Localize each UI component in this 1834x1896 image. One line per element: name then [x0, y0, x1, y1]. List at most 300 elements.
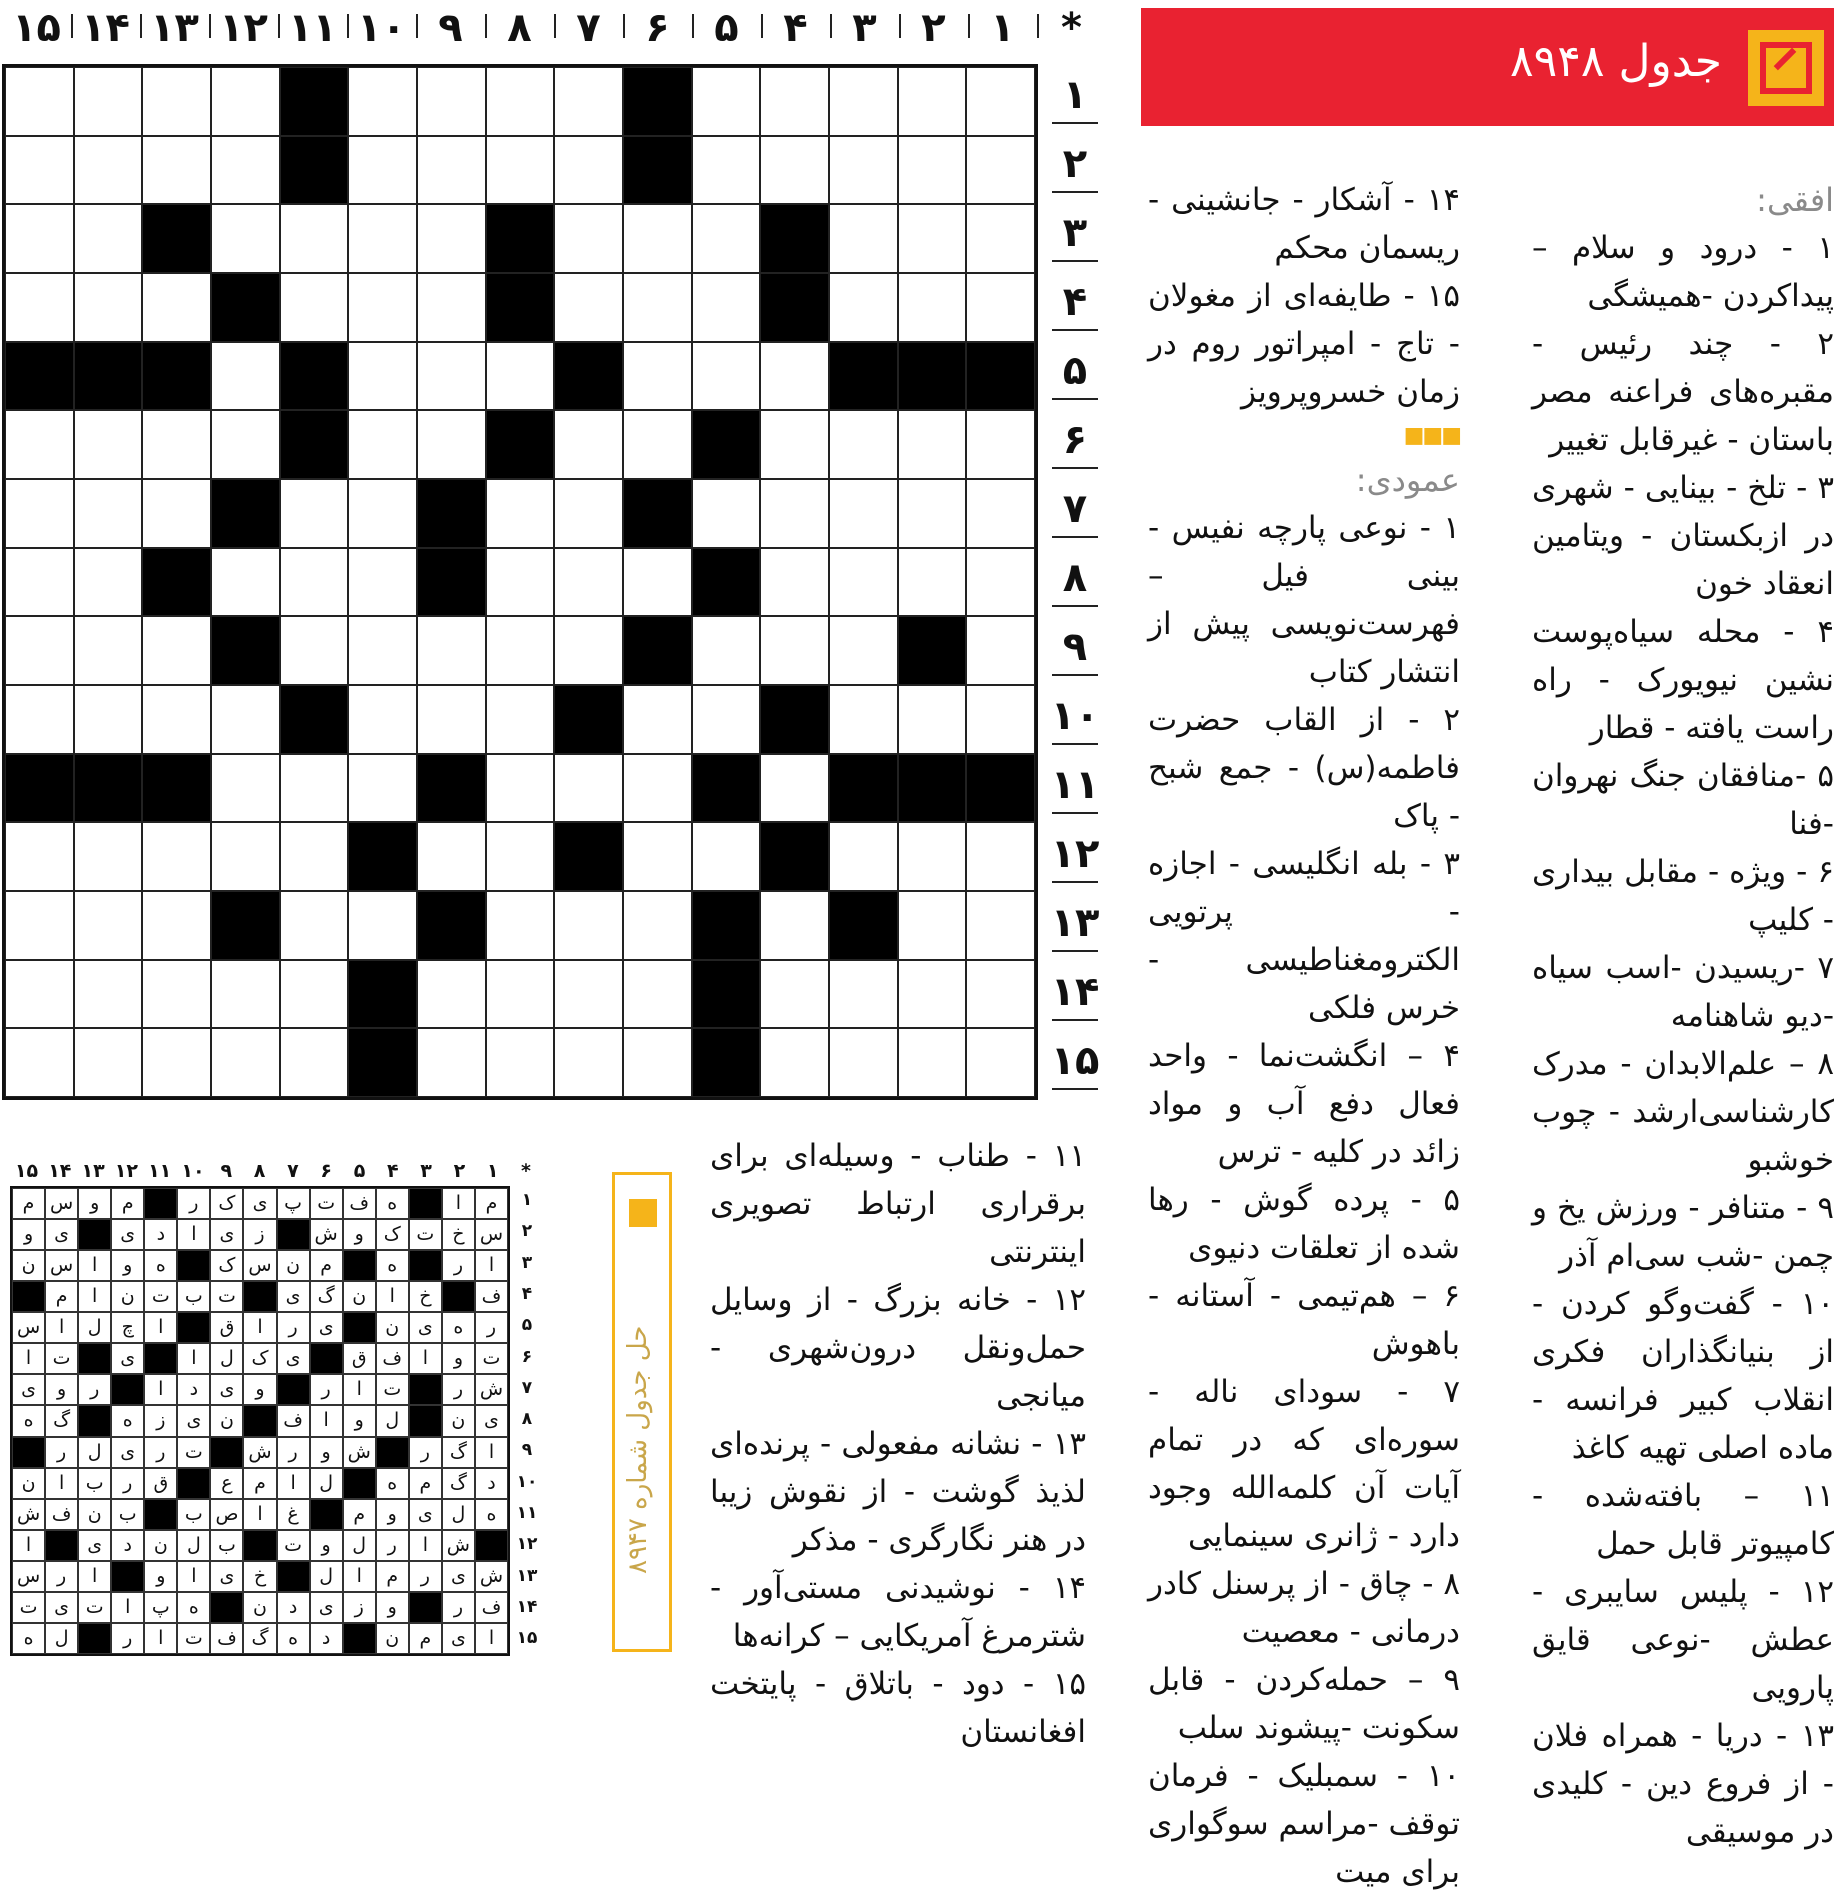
solution-cell: ی	[310, 1312, 343, 1343]
black-cell	[554, 822, 623, 891]
solution-cell: ق	[144, 1468, 177, 1499]
clue: ۱ - درود و سلام – پیداکردن -همیشگی	[1532, 230, 1834, 314]
solution-black-cell	[442, 1281, 475, 1312]
clue: ۴ - محله سیاه‌پوست نشین نیویورک - راه راست یافته - قطار	[1532, 614, 1834, 746]
solution-cell: م	[409, 1468, 442, 1499]
solution-cell: ی	[111, 1343, 144, 1374]
column-number: ۱۵	[12, 5, 61, 51]
solution-title: حل جدول شماره ۸۹۴۷	[623, 1325, 653, 1575]
solution-cell: ا	[78, 1561, 111, 1592]
solution-row-number: ۱۵	[516, 1628, 538, 1649]
solution-cell: ش	[243, 1437, 276, 1468]
white-cell	[74, 273, 143, 342]
row-number: ۱۵	[1040, 1038, 1110, 1084]
solution-cell: ص	[210, 1499, 243, 1530]
white-cell	[692, 67, 761, 136]
solution-cell: پ	[277, 1188, 310, 1219]
crossword-grid	[2, 64, 1038, 1100]
row-number: ۱	[1040, 72, 1110, 118]
white-cell	[898, 479, 967, 548]
solution-column-number: ۷	[287, 1160, 299, 1182]
solution-cell: ت	[12, 1592, 45, 1623]
solution-grid	[10, 1186, 510, 1656]
solution-cell: چ	[111, 1312, 144, 1343]
black-cell	[142, 548, 211, 617]
white-cell	[966, 822, 1035, 891]
white-cell	[623, 273, 692, 342]
white-cell	[348, 891, 417, 960]
black-cell	[554, 342, 623, 411]
solution-cell: ا	[409, 1530, 442, 1561]
solution-cell: ه	[144, 1250, 177, 1281]
solution-cell: م	[45, 1281, 78, 1312]
solution-cell: غ	[277, 1499, 310, 1530]
solution-cell: ا	[144, 1312, 177, 1343]
white-cell	[623, 1028, 692, 1097]
white-cell	[417, 67, 486, 136]
solution-black-cell	[78, 1623, 111, 1654]
white-cell	[760, 616, 829, 685]
white-cell	[142, 410, 211, 479]
white-cell	[760, 891, 829, 960]
black-cell	[760, 273, 829, 342]
solution-black-cell	[111, 1374, 144, 1405]
solution-cell: ه	[475, 1499, 508, 1530]
white-cell	[966, 1028, 1035, 1097]
solution-black-cell	[409, 1405, 442, 1436]
column-number: ۱۴	[81, 5, 130, 51]
clue: ۷ - سودای ناله - سوره‌ای که در تمام آیات آن کلمه‌الله وجود دارد - ژانری سینمایی	[1148, 1374, 1460, 1554]
solution-cell: ر	[111, 1468, 144, 1499]
white-cell	[829, 1028, 898, 1097]
solution-cell: ی	[45, 1592, 78, 1623]
solution-cell: م	[376, 1561, 409, 1592]
solution-black-cell	[243, 1281, 276, 1312]
solution-cell: گ	[310, 1281, 343, 1312]
white-cell	[348, 410, 417, 479]
solution-cell: ن	[376, 1623, 409, 1654]
solution-black-cell	[343, 1250, 376, 1281]
white-cell	[486, 754, 555, 823]
column-number: ۳	[852, 5, 877, 51]
row-number: ۷	[1040, 486, 1110, 532]
solution-column-number: ۸	[253, 1160, 266, 1182]
solution-row-number: ۸	[521, 1409, 533, 1430]
white-cell	[348, 204, 417, 273]
white-cell	[348, 479, 417, 548]
solution-cell: ز	[144, 1405, 177, 1436]
solution-cell: ا	[177, 1343, 210, 1374]
solution-black-cell	[409, 1250, 442, 1281]
solution-cell: ا	[243, 1499, 276, 1530]
white-cell	[74, 960, 143, 1029]
white-cell	[760, 342, 829, 411]
solution-cell: ر	[409, 1561, 442, 1592]
white-cell	[898, 548, 967, 617]
solution-cell: ا	[475, 1437, 508, 1468]
solution-column-number: ۹	[220, 1160, 233, 1182]
solution-cell: ن	[376, 1312, 409, 1343]
black-cell	[760, 204, 829, 273]
black-cell	[211, 273, 280, 342]
white-cell	[142, 1028, 211, 1097]
white-cell	[692, 204, 761, 273]
solution-cell: ا	[177, 1219, 210, 1250]
white-cell	[829, 479, 898, 548]
column-number: ۱	[990, 5, 1015, 51]
solution-cell: ر	[277, 1437, 310, 1468]
black-cell	[348, 1028, 417, 1097]
white-cell	[760, 1028, 829, 1097]
solution-cell: ن	[12, 1468, 45, 1499]
black-cell	[623, 479, 692, 548]
solution-cell: ک	[376, 1219, 409, 1250]
solution-row-number: ۷	[521, 1377, 533, 1398]
solution-cell: م	[475, 1188, 508, 1219]
solution-cell: ا	[144, 1374, 177, 1405]
solution-cell: ی	[409, 1499, 442, 1530]
black-cell	[280, 136, 349, 205]
white-cell	[348, 548, 417, 617]
solution-black-cell	[78, 1219, 111, 1250]
solution-cell: و	[343, 1405, 376, 1436]
row-number: ۱۳	[1040, 900, 1110, 946]
white-cell	[417, 204, 486, 273]
black-cell	[486, 204, 555, 273]
white-cell	[417, 685, 486, 754]
solution-cell: ل	[442, 1499, 475, 1530]
solution-cell: ر	[409, 1437, 442, 1468]
solution-cell: ر	[442, 1374, 475, 1405]
solution-column-number: ۱۲	[114, 1160, 138, 1182]
row-number: ۸	[1040, 555, 1110, 601]
clue: ۷ -ریسیدن -اسب سیاه -دیو شاهنامه	[1532, 950, 1834, 1034]
white-cell	[486, 960, 555, 1029]
clue: ۱ - نوعی پارچه نفیس - بینی فیل – فهرست‌نویسی پیش از انتشار کتاب	[1148, 510, 1460, 690]
white-cell	[966, 410, 1035, 479]
horizontal-heading: افقی:	[1756, 181, 1834, 219]
solution-cell: ف	[343, 1188, 376, 1219]
solution-cell: س	[12, 1312, 45, 1343]
white-cell	[5, 685, 74, 754]
white-cell	[142, 822, 211, 891]
solution-cell: ک	[243, 1343, 276, 1374]
clue: ۱۴ - آشکار - جانشینی - ریسمان محکم	[1148, 182, 1460, 266]
solution-row-number: ۶	[521, 1346, 533, 1367]
solution-cell: ا	[111, 1592, 144, 1623]
white-cell	[280, 273, 349, 342]
solution-cell: ی	[310, 1592, 343, 1623]
solution-black-cell	[409, 1592, 442, 1623]
white-cell	[829, 616, 898, 685]
black-cell	[280, 410, 349, 479]
solution-cell: ه	[277, 1623, 310, 1654]
white-cell	[898, 822, 967, 891]
row-number: ۶	[1040, 417, 1110, 463]
star-marker: *	[1061, 5, 1082, 51]
white-cell	[211, 548, 280, 617]
solution-black-cell	[177, 1468, 210, 1499]
solution-black-cell	[177, 1312, 210, 1343]
solution-cell: ن	[78, 1499, 111, 1530]
row-number: ۱۰	[1040, 693, 1110, 739]
white-cell	[898, 204, 967, 273]
solution-cell: ه	[376, 1250, 409, 1281]
solution-cell: گ	[45, 1405, 78, 1436]
solution-row-number: ۲	[521, 1221, 533, 1242]
white-cell	[692, 136, 761, 205]
white-cell	[211, 410, 280, 479]
solution-row-number: ۵	[521, 1315, 533, 1336]
solution-cell: ا	[144, 1623, 177, 1654]
solution-cell: ن	[12, 1250, 45, 1281]
white-cell	[829, 410, 898, 479]
black-cell	[898, 342, 967, 411]
solution-black-cell	[277, 1561, 310, 1592]
white-cell	[966, 479, 1035, 548]
solution-black-cell	[376, 1437, 409, 1468]
black-cell	[348, 822, 417, 891]
solution-black-cell	[243, 1405, 276, 1436]
white-cell	[966, 204, 1035, 273]
white-cell	[417, 273, 486, 342]
row-number: ۱۱	[1040, 762, 1110, 808]
solution-cell: ل	[210, 1343, 243, 1374]
solution-cell: ت	[310, 1188, 343, 1219]
solution-cell: ه	[376, 1188, 409, 1219]
black-cell	[623, 67, 692, 136]
white-cell	[142, 67, 211, 136]
solution-cell: و	[45, 1374, 78, 1405]
solution-black-cell	[243, 1530, 276, 1561]
solution-column-number: ۳	[420, 1160, 432, 1182]
white-cell	[554, 548, 623, 617]
white-cell	[5, 548, 74, 617]
solution-cell: ا	[343, 1561, 376, 1592]
solution-cell: ه	[12, 1623, 45, 1654]
solution-cell: ز	[243, 1219, 276, 1250]
solution-cell: ش	[310, 1219, 343, 1250]
white-cell	[829, 685, 898, 754]
white-cell	[417, 342, 486, 411]
white-cell	[348, 685, 417, 754]
clue: ۱۱ – بافته‌شده - کامپیوتر قابل حمل	[1532, 1478, 1834, 1562]
black-cell	[280, 342, 349, 411]
solution-cell: ت	[177, 1437, 210, 1468]
white-cell	[74, 479, 143, 548]
row-number: ۵	[1040, 348, 1110, 394]
white-cell	[554, 616, 623, 685]
white-cell	[692, 616, 761, 685]
white-cell	[692, 342, 761, 411]
clue: ۱۳ - دریا - همراه فلان - از فروع دین - کلیدی در موسیقی	[1532, 1718, 1834, 1850]
clue: ۸ – علم‌الابدان - مدرک کارشناسی‌ارشد - چوب خوشبو	[1532, 1046, 1834, 1178]
solution-cell: ا	[78, 1250, 111, 1281]
white-cell	[211, 822, 280, 891]
white-cell	[142, 616, 211, 685]
column-numbers	[0, 0, 1082, 56]
solution-cell: ر	[45, 1561, 78, 1592]
white-cell	[211, 685, 280, 754]
white-cell	[760, 960, 829, 1029]
solution-cell: ا	[310, 1405, 343, 1436]
row-number: ۱۲	[1040, 831, 1110, 877]
clue: ۱۵ - دود - باتلاق - پایتخت افغانستان	[710, 1666, 1086, 1750]
white-cell	[829, 273, 898, 342]
white-cell	[142, 273, 211, 342]
solution-cell: ی	[111, 1219, 144, 1250]
clues-column-right	[1532, 176, 1834, 1856]
white-cell	[348, 273, 417, 342]
white-cell	[348, 616, 417, 685]
solution-cell: س	[45, 1250, 78, 1281]
white-cell	[5, 616, 74, 685]
black-cell	[829, 342, 898, 411]
white-cell	[829, 136, 898, 205]
solution-cell: ش	[475, 1374, 508, 1405]
solution-cell: ه	[177, 1592, 210, 1623]
solution-cell: ی	[277, 1281, 310, 1312]
black-cell	[623, 616, 692, 685]
solution-column-number: ۶	[320, 1160, 332, 1182]
solution-black-cell	[409, 1188, 442, 1219]
white-cell	[486, 548, 555, 617]
clue: ۱۰ - سمبلیک - فرمان توقف -مراسم سوگواری برای میت	[1148, 1758, 1460, 1890]
white-cell	[280, 548, 349, 617]
white-cell	[211, 136, 280, 205]
black-cell	[692, 754, 761, 823]
white-cell	[142, 891, 211, 960]
solution-cell: م	[343, 1499, 376, 1530]
solution-cell: م	[409, 1623, 442, 1654]
white-cell	[554, 754, 623, 823]
solution-cell: ی	[210, 1219, 243, 1250]
solution-cell: س	[12, 1561, 45, 1592]
white-cell	[829, 204, 898, 273]
solution-black-cell	[45, 1530, 78, 1561]
solution-cell: ت	[177, 1623, 210, 1654]
solution-cell: خ	[243, 1561, 276, 1592]
solution-cell: ت	[78, 1592, 111, 1623]
solution-cell: ی	[210, 1374, 243, 1405]
solution-black-cell	[78, 1343, 111, 1374]
white-cell	[829, 822, 898, 891]
white-cell	[348, 342, 417, 411]
column-number: ۷	[576, 5, 601, 51]
white-cell	[554, 410, 623, 479]
solution-cell: ا	[475, 1623, 508, 1654]
solution-column-number: ۵	[353, 1160, 366, 1182]
solution-cell: ن	[442, 1405, 475, 1436]
white-cell	[348, 67, 417, 136]
solution-column-number: ۱۳	[81, 1160, 105, 1182]
clue: ۹ – حمله‌کردن - قابل سکونت -پیشوند سلب	[1148, 1662, 1460, 1746]
column-number: ۹	[438, 5, 463, 51]
white-cell	[417, 822, 486, 891]
clue: ۳ - بله انگلیسی - اجازه - پرتویی الکترومغناطیسی - خرس فلکی	[1148, 846, 1460, 1026]
white-cell	[966, 960, 1035, 1029]
white-cell	[898, 960, 967, 1029]
solution-black-cell	[475, 1530, 508, 1561]
solution-cell: س	[475, 1219, 508, 1250]
solution-cell: ز	[343, 1592, 376, 1623]
solution-cell: ع	[210, 1468, 243, 1499]
solution-cell: ب	[111, 1499, 144, 1530]
white-cell	[760, 410, 829, 479]
solution-cell: ق	[210, 1312, 243, 1343]
column-number: ۱۱	[288, 5, 337, 51]
black-cell	[692, 891, 761, 960]
black-cell	[74, 342, 143, 411]
white-cell	[829, 548, 898, 617]
solution-cell: ا	[277, 1468, 310, 1499]
solution-black-cell	[343, 1468, 376, 1499]
black-cell	[692, 410, 761, 479]
solution-cell: ر	[310, 1374, 343, 1405]
column-number: ۵	[714, 5, 739, 51]
clues-column-left	[710, 1132, 1086, 1756]
white-cell	[74, 410, 143, 479]
white-cell	[692, 479, 761, 548]
solution-cell: ب	[177, 1281, 210, 1312]
column-number: ۱۲	[219, 5, 268, 51]
solution-cell: ا	[177, 1561, 210, 1592]
solution-row-number: ۱۲	[516, 1534, 538, 1555]
solution-cell: ت	[475, 1343, 508, 1374]
white-cell	[5, 891, 74, 960]
white-cell	[142, 136, 211, 205]
white-cell	[966, 616, 1035, 685]
solution-cell: ا	[78, 1281, 111, 1312]
solution-cell: ه	[442, 1312, 475, 1343]
white-cell	[280, 754, 349, 823]
white-cell	[760, 754, 829, 823]
white-cell	[280, 822, 349, 891]
solution-cell: ن	[243, 1592, 276, 1623]
column-number: ۲	[921, 5, 946, 51]
solution-cell: ا	[243, 1312, 276, 1343]
black-cell	[898, 616, 967, 685]
solution-cell: ا	[475, 1250, 508, 1281]
solution-cell: ف	[45, 1499, 78, 1530]
black-cell	[760, 685, 829, 754]
black-cell	[142, 204, 211, 273]
white-cell	[554, 891, 623, 960]
white-cell	[966, 891, 1035, 960]
solution-cell: ل	[177, 1530, 210, 1561]
solution-black-cell	[210, 1592, 243, 1623]
clue: ۳ - تلخ - بینایی - شهری در ازبکستان - ویتامین انعقاد خون	[1532, 470, 1834, 602]
solution-black-cell	[12, 1437, 45, 1468]
solution-cell: ر	[376, 1530, 409, 1561]
solution-cell: د	[177, 1374, 210, 1405]
solution-cell: پ	[144, 1592, 177, 1623]
solution-cell: ش	[475, 1561, 508, 1592]
solution-cell: گ	[442, 1468, 475, 1499]
solution-cell: ر	[177, 1188, 210, 1219]
clues-column-middle	[1148, 176, 1460, 1896]
clue: ۱۴ - نوشیدنی مستی‌آور - شترمرغ آمریکایی – کرانه‌ها	[710, 1570, 1086, 1654]
solution-cell: ل	[310, 1561, 343, 1592]
solution-cell: ر	[442, 1250, 475, 1281]
white-cell	[623, 960, 692, 1029]
solution-cell: ا	[409, 1343, 442, 1374]
clue: ۱۱ - طناب - وسیله‌ای برای برقراری ارتباط تصویری اینترنتی	[710, 1138, 1086, 1270]
solution-cell: ف	[376, 1343, 409, 1374]
separator-dots: ■■■	[1403, 423, 1460, 448]
white-cell	[211, 1028, 280, 1097]
solution-cell: و	[376, 1592, 409, 1623]
